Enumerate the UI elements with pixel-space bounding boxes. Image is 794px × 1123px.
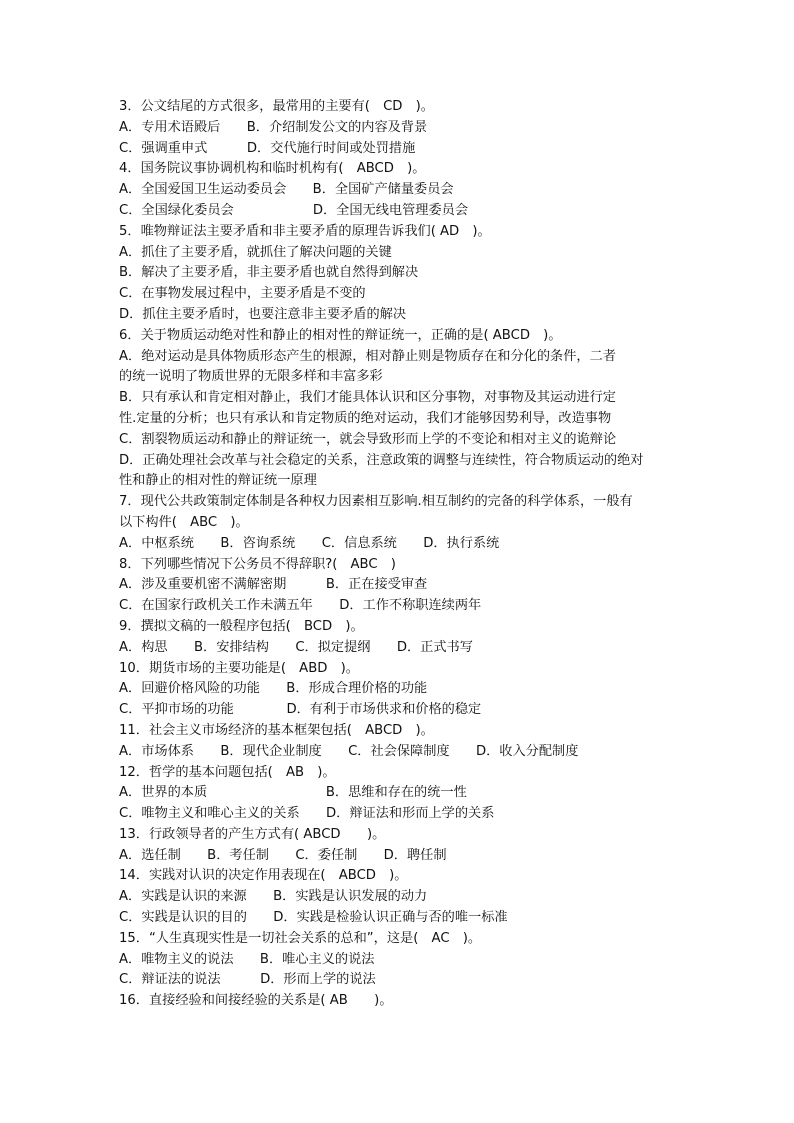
q11-question: 11．社会主义市场经济的基本框架包括( ABCD )。 — [119, 722, 434, 738]
q15-question: 15．“人生真现实性是一切社会关系的总和”，这是( AC )。 — [119, 930, 482, 946]
q10-question: 10．期货市场的主要功能是( ABD )。 — [119, 660, 359, 676]
q5-option-d: D．抓住主要矛盾时，也要注意非主要矛盾的解决 — [119, 306, 407, 322]
q6-option-c: C．割裂物质运动和静止的辩证统一，就会导致形而上学的不变论和相对主义的诡辩论 — [119, 431, 617, 447]
q3-question: 3．公文结尾的方式很多，最常用的主要有( CD )。 — [119, 99, 434, 114]
q14-options-ab: A．实践是认识的来源 B．实践是认识发展的动力 — [119, 889, 428, 905]
q15-options-cd: C．辩证法的说法 D．形而上学的说法 — [119, 972, 376, 988]
q12-question: 12．哲学的基本问题包括( AB )。 — [119, 764, 336, 780]
q3-options-ab: A．专用术语殿后 B．介绍制发公文的内容及背景 — [119, 119, 428, 135]
question-list — [119, 97, 679, 1012]
q5-question: 5．唯物辩证法主要矛盾和非主要矛盾的原理告诉我们( AD )。 — [119, 223, 491, 239]
q6-option-b-cont: 性.定量的分析；也只有承认和肯定物质的绝对运动，我们才能够因势利导，改造事物 — [119, 410, 612, 426]
q5-option-a: A．抓住了主要矛盾，就抓住了解决问题的关键 — [119, 244, 392, 260]
q6-option-d: D．正确处理社会改革与社会稳定的关系，注意政策的调整与连续性，符合物质运动的绝对 — [119, 452, 644, 468]
q12-options-cd: C．唯物主义和唯心主义的关系 D．辩证法和形而上学的关系 — [119, 806, 495, 822]
q6-option-a-cont: 的统一说明了物质世界的无限多样和丰富多彩 — [119, 369, 383, 385]
q10-options-cd: C．平抑市场的功能 D．有利于市场供求和价格的稳定 — [119, 702, 482, 718]
q4-options-ab: A．全国爱国卫生运动委员会 B．全国矿产储量委员会 — [119, 182, 454, 198]
q5-option-c: C．在事物发展过程中，主要矛盾是不变的 — [119, 286, 366, 302]
q9-question: 9．撰拟文稿的一般程序包括( BCD )。 — [119, 618, 364, 634]
q13-question: 13．行政领导者的产生方式有( ABCD )。 — [119, 826, 386, 842]
q6-option-d-cont: 性和静止的相对性的辩证统一原理 — [119, 473, 317, 489]
q3-options-cd: C．强调重申式 D．交代施行时间或处罚措施 — [119, 140, 416, 156]
q9-options: A．构思 B．安排结构 C．拟定提纲 D．正式书写 — [119, 639, 473, 655]
q11-options: A．市场体系 B．现代企业制度 C．社会保障制度 D．收入分配制度 — [119, 743, 579, 759]
q12-options-ab: A．世界的本质 B．思维和存在的统一性 — [119, 785, 467, 801]
q4-options-cd: C．全国绿化委员会 D．全国无线电管理委员会 — [119, 202, 469, 218]
q5-option-b: B．解决了主要矛盾，非主要矛盾也就自然得到解决 — [119, 265, 419, 281]
q6-option-a: A．绝对运动是具体物质形态产生的根源，相对静止则是物质存在和分化的条件，二者 — [119, 348, 616, 364]
q16-question: 16．直接经验和间接经验的关系是( AB )。 — [119, 993, 393, 1009]
q4-question: 4．国务院议事协调机构和临时机构有( ABCD )。 — [119, 161, 426, 177]
q14-options-cd: C．实践是认识的目的 D．实践是检验认识正确与否的唯一标准 — [119, 910, 508, 926]
q6-option-b: B．只有承认和肯定相对静止，我们才能具体认识和区分事物，对事物及其运动进行定 — [119, 390, 616, 406]
q8-options-ab: A．涉及重要机密不满解密期 B．正在接受审查 — [119, 577, 428, 593]
q7-question-cont: 以下构件( ABC )。 — [119, 514, 249, 530]
q15-options-ab: A．唯物主义的说法 B．唯心主义的说法 — [119, 951, 375, 967]
q14-question: 14．实践对认识的决定作用表现在( ABCD )。 — [119, 868, 408, 884]
q8-options-cd: C．在国家行政机关工作未满五年 D．工作不称职连续两年 — [119, 598, 482, 614]
q13-options: A．选任制 B．考任制 C．委任制 D．聘任制 — [119, 847, 447, 863]
q7-options: A．中枢系统 B．咨询系统 C．信息系统 D．执行系统 — [119, 535, 500, 551]
q7-question: 7．现代公共政策制定体制是各种权力因素相互影响.相互制约的完备的科学体系，一般有 — [119, 494, 633, 510]
q8-question: 8．下列哪些情况下公务员不得辞职?( ABC ) — [119, 556, 396, 572]
q10-options-ab: A．回避价格风险的功能 B．形成合理价格的功能 — [119, 681, 428, 697]
q6-question: 6．关于物质运动绝对性和静止的相对性的辩证统一，正确的是( ABCD )。 — [119, 327, 562, 343]
